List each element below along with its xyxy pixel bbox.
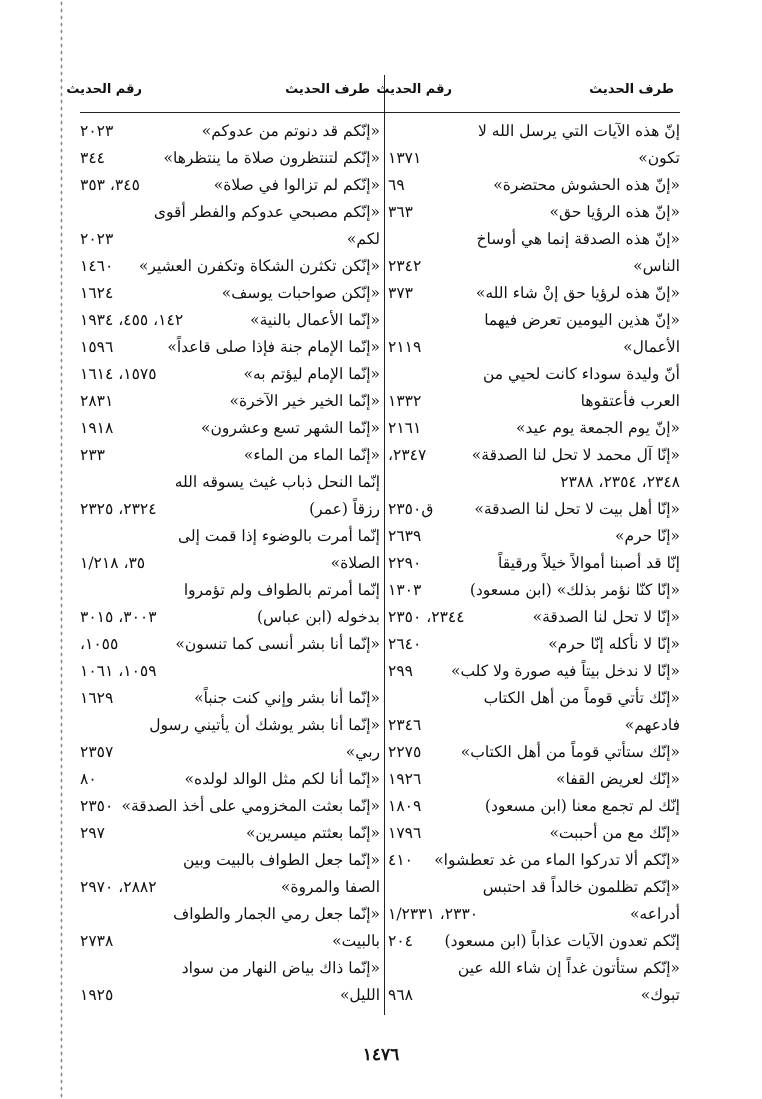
hadith-incipit: «إنّ هذين اليومين تعرض فيهما [484, 311, 680, 329]
index-entry [388, 442, 680, 469]
index-entry [80, 307, 380, 334]
index-entry [388, 658, 680, 685]
hadith-number: ٢٣٢٤، ٢٣٢٥ [80, 500, 157, 518]
hadith-number: ٢٧٣٨ [80, 932, 114, 950]
hadith-incipit: «إنّا أهل بيت لا تحل لنا الصدقة» [474, 500, 680, 518]
index-entry [388, 199, 680, 226]
hadith-number: ٣٦٣ [388, 203, 413, 221]
index-entry [80, 604, 380, 631]
index-entry [80, 847, 380, 874]
hadith-number: ١٠٥٩، ١٠٦١ [80, 662, 157, 680]
hadith-incipit: العرب فأعتقوها [580, 392, 680, 410]
hadith-incipit: «إنّك لعريض القفا» [556, 770, 680, 788]
hadith-incipit: «إنّما الخير خير الآخرة» [229, 392, 380, 410]
index-entry [388, 739, 680, 766]
hadith-incipit: «إنّما جعل رمي الجمار والطواف [173, 905, 380, 923]
hadith-incipit: إنّما أمرت بالوضوء إذا قمت إلى [178, 527, 380, 545]
hadith-number: ١٤٢، ٤٥٥، ١٩٣٤ [80, 311, 184, 329]
column-divider [384, 75, 385, 1015]
index-entry [80, 928, 380, 955]
hadith-incipit: الصفا والمروة» [280, 878, 380, 896]
page-number: ١٤٧٦ [362, 1045, 400, 1065]
index-entry [388, 955, 680, 982]
index-entry [388, 550, 680, 577]
hadith-number: ٣٧٣ [388, 284, 413, 302]
index-entry [388, 820, 680, 847]
hadith-incipit: إنّما أمرتم بالطواف ولم تؤمروا [183, 581, 380, 599]
index-entry [80, 739, 380, 766]
hadith-incipit: ربي» [345, 743, 380, 761]
hadith-incipit: إنّكم تعدون الآيات عذاباً (ابن مسعود) [444, 932, 680, 950]
index-entry [388, 577, 680, 604]
index-entry [388, 766, 680, 793]
hadith-incipit: «إنّ هذه الحشوش محتضرة» [493, 176, 680, 194]
hadith-incipit: الأعمال» [623, 338, 680, 356]
hadith-incipit: «إنّا حرم» [615, 527, 680, 545]
hadith-incipit: أنّ وليدة سوداء كانت لحيي من [482, 365, 680, 383]
hadith-number: ٢١٦١ [388, 419, 422, 437]
index-entry [388, 874, 680, 901]
index-entry [80, 631, 380, 658]
index-entry [80, 172, 380, 199]
index-entry [80, 442, 380, 469]
hadith-number: ٣٤٥، ٣٥٣ [80, 176, 140, 194]
hadith-number: ٣٠٠٣، ٣٠١٥ [80, 608, 157, 626]
index-entry [388, 280, 680, 307]
header-right-text: طرف الحديث [589, 82, 674, 97]
binding-dots [60, 0, 63, 1099]
hadith-incipit: أدراعه» [629, 905, 680, 923]
index-entry [388, 847, 680, 874]
hadith-incipit: «إنّك تأتي قوماً من أهل الكتاب [483, 689, 680, 707]
hadith-number: ٢٩٧ [80, 824, 105, 842]
hadith-number: ٣٤٤ [80, 149, 105, 167]
header-rule [80, 112, 680, 113]
hadith-incipit: «إنّما بعثتم ميسرين» [245, 824, 380, 842]
hadith-number: ٢٨٣١ [80, 392, 114, 410]
hadith-incipit: «إنّما أنا لكم مثل الوالد لولده» [184, 770, 380, 788]
hadith-incipit: تكون» [638, 149, 680, 167]
index-entry [80, 469, 380, 496]
index-entry [388, 793, 680, 820]
hadith-incipit: «إنّما الماء من الماء» [243, 446, 380, 464]
hadith-number: ٩٦٨ [388, 986, 413, 1004]
hadith-incipit: «إنّما الإمام جنة فإذا صلى قاعداً» [167, 338, 380, 356]
hadith-incipit: «إنّ يوم الجمعة يوم عيد» [515, 419, 680, 437]
index-entry [80, 955, 380, 982]
hadith-incipit: «إنّكم ألا تدركوا الماء من غد تعطشوا» [434, 851, 680, 869]
hadith-incipit: «إنّك ستأتي قوماً من أهل الكتاب» [460, 743, 680, 761]
hadith-incipit: «إنّما أنا بشر يوشك أن يأتيني رسول [149, 716, 380, 734]
hadith-number: ٢٣٤٢ [388, 257, 422, 275]
index-entry [80, 712, 380, 739]
index-entry [388, 307, 680, 334]
index-entry [80, 361, 380, 388]
hadith-incipit: الصلاة» [330, 554, 380, 572]
hadith-number: ٢٣٣٠، ١/٢٣٣١ [388, 905, 479, 923]
hadith-incipit: «إنّ هذه لرؤيا حق إنْ شاء الله» [475, 284, 680, 302]
hadith-incipit: لكم» [346, 230, 380, 248]
hadith-incipit: «إنّما أنا بشر وإني كنت جنباً» [194, 689, 380, 707]
hadith-number: ٢١١٩ [388, 338, 422, 356]
hadith-number: ٢٩٩ [388, 662, 413, 680]
hadith-incipit: «إنّما بعثت المخزومي على أخذ الصدقة» [121, 797, 380, 815]
hadith-number: ٢٦٤٠ [388, 635, 422, 653]
hadith-number: ٦٩ [388, 176, 405, 194]
hadith-number: ٢٣٥٠ [80, 797, 114, 815]
index-entry [388, 361, 680, 388]
hadith-number: ٤١٠ [388, 851, 413, 869]
hadith-incipit: «إنّا آل محمد لا تحل لنا الصدقة» [471, 446, 680, 464]
index-entry [80, 982, 380, 1009]
hadith-incipit: «إنّما الإمام ليؤتم به» [243, 365, 380, 383]
header-left-num: رقم الحديث [66, 82, 142, 97]
index-entry [80, 523, 380, 550]
index-entry [80, 685, 380, 712]
hadith-incipit: إنّ هذه الآيات التي يرسل الله لا [478, 122, 680, 140]
hadith-number: ٢٠٤ [388, 932, 413, 950]
hadith-number: ١٠٥٥، [80, 635, 119, 653]
hadith-incipit: «إنّا كنّا نؤمر بذلك» (ابن مسعود) [469, 581, 680, 599]
index-entry [388, 253, 680, 280]
hadith-number: ٢٣٥٧ [80, 743, 114, 761]
hadith-number: ١٧٩٦ [388, 824, 422, 842]
index-entry [388, 469, 680, 496]
hadith-incipit: «إنّما جعل الطواف بالبيت وبين [182, 851, 380, 869]
hadith-incipit: «إنّما الأعمال بالنية» [250, 311, 380, 329]
hadith-incipit: «إنّ هذه الرؤيا حق» [549, 203, 680, 221]
hadith-number: ١٦٢٤ [80, 284, 114, 302]
hadith-number: ٢٠٢٣ [80, 230, 114, 248]
hadith-number: ١٥٧٥، ١٦١٤ [80, 365, 157, 383]
hadith-incipit: «إنّ هذه الصدقة إنما هي أوساخ [476, 230, 680, 248]
hadith-incipit: إنّك لم تجمع معنا (ابن مسعود) [484, 797, 680, 815]
hadith-number: ٢٣٤٧، [388, 446, 427, 464]
hadith-incipit: «إنّكم تظلمون خالداً قد احتبس [482, 878, 680, 896]
hadith-incipit: تبوك» [640, 986, 680, 1004]
index-entry [388, 388, 680, 415]
hadith-number: ١٩١٨ [80, 419, 114, 437]
hadith-incipit: الناس» [633, 257, 680, 275]
index-entry [80, 334, 380, 361]
hadith-incipit: بالبيت» [332, 932, 380, 950]
hadith-incipit: «إنّكم لتنتظرون صلاة ما ينتظرها» [163, 149, 380, 167]
hadith-incipit: «إنّا لا ندخل بيتاً فيه صورة ولا كلب» [450, 662, 680, 680]
index-entry [388, 415, 680, 442]
index-entry [388, 523, 680, 550]
hadith-incipit: «إنّكم قد دنوتم من عدوكم» [201, 122, 380, 140]
hadith-number: ق٢٣٥٠ [388, 500, 434, 518]
hadith-incipit: «إنّما أنا بشر أنسى كما تنسون» [175, 635, 380, 653]
index-entry [80, 658, 380, 685]
index-entry [388, 334, 680, 361]
hadith-incipit: إنّا قد أصبنا أموالاً خيلاً ورقيقاً [498, 554, 680, 572]
index-entry [388, 145, 680, 172]
hadith-number: ١٥٩٦ [80, 338, 114, 356]
index-entry [80, 496, 380, 523]
hadith-number: ٢٣٤٤، ٢٣٥٠ [388, 608, 465, 626]
hadith-incipit: «إنّك مع من أحببت» [549, 824, 680, 842]
hadith-number: ٢٠٢٣ [80, 122, 114, 140]
index-entry [388, 604, 680, 631]
hadith-number: ٢٨٨٢، ٢٩٧٠ [80, 878, 157, 896]
hadith-incipit: رزقاً (عمر) [309, 500, 380, 518]
hadith-number: ٢٣٣ [80, 446, 105, 464]
hadith-incipit: إنّما النحل ذباب غيث يسوقه الله [174, 473, 380, 491]
hadith-incipit: «إنّما الشهر تسع وعشرون» [201, 419, 380, 437]
index-entry [388, 928, 680, 955]
header-right-num: رقم الحديث [376, 82, 452, 97]
index-entry [80, 820, 380, 847]
hadith-incipit: «إنّا لا تحل لنا الصدقة» [532, 608, 680, 626]
index-entry [80, 766, 380, 793]
hadith-number: ٢٢٧٥ [388, 743, 422, 761]
hadith-number: ١٣٠٣ [388, 581, 422, 599]
hadith-number: ١٩٢٥ [80, 986, 114, 1004]
hadith-incipit: «إنّما ذاك بياض النهار من سواد [181, 959, 380, 977]
index-entry [80, 901, 380, 928]
hadith-incipit: الليل» [339, 986, 380, 1004]
index-entry [388, 631, 680, 658]
index-entry [80, 415, 380, 442]
hadith-incipit: «إنّكم ستأتون غداً إن شاء الله عين [457, 959, 680, 977]
hadith-incipit: «إنّا لا نأكله إنّا حرم» [548, 635, 680, 653]
hadith-incipit: فادعهم» [624, 716, 680, 734]
index-entry [388, 982, 680, 1009]
hadith-number: ١٤٦٠ [80, 257, 114, 275]
hadith-incipit: «إنّكن صواحبات يوسف» [221, 284, 380, 302]
index-entry [80, 226, 380, 253]
index-entry [80, 577, 380, 604]
index-entry [80, 145, 380, 172]
index-entry [80, 280, 380, 307]
index-entry [388, 172, 680, 199]
hadith-number: ١٣٣٢ [388, 392, 422, 410]
hadith-number: ٢٦٣٩ [388, 527, 422, 545]
index-entry [80, 388, 380, 415]
hadith-number: ٢٢٩٠ [388, 554, 422, 572]
hadith-number: ١٦٢٩ [80, 689, 114, 707]
index-entry [80, 550, 380, 577]
hadith-number: ١٩٢٦ [388, 770, 422, 788]
hadith-number: ٢٣٤٦ [388, 716, 422, 734]
header-left-text: طرف الحديث [285, 82, 370, 97]
hadith-incipit: «إنّكم لم تزالوا في صلاة» [213, 176, 380, 194]
index-entry [388, 496, 680, 523]
index-entry [388, 226, 680, 253]
hadith-number: ١٨٠٩ [388, 797, 422, 815]
hadith-incipit: «إنّكم مصبحي عدوكم والفطر أقوى [153, 203, 380, 221]
hadith-number: ٨٠ [80, 770, 97, 788]
index-entry [388, 901, 680, 928]
index-entry [80, 793, 380, 820]
index-entry [80, 118, 380, 145]
index-entry [80, 253, 380, 280]
index-entry [388, 118, 680, 145]
hadith-incipit: «إنّكن تكثرن الشكاة وتكفرن العشير» [138, 257, 380, 275]
hadith-incipit: ٢٣٤٨، ٢٣٥٤، ٢٣٨٨ [560, 473, 680, 491]
index-entry [388, 685, 680, 712]
index-entry [80, 874, 380, 901]
hadith-incipit: بدخوله (ابن عباس) [256, 608, 380, 626]
index-entry [80, 199, 380, 226]
hadith-number: ١٣٧١ [388, 149, 422, 167]
index-entry [388, 712, 680, 739]
hadith-number: ٣٥، ١/٢١٨ [80, 554, 146, 572]
